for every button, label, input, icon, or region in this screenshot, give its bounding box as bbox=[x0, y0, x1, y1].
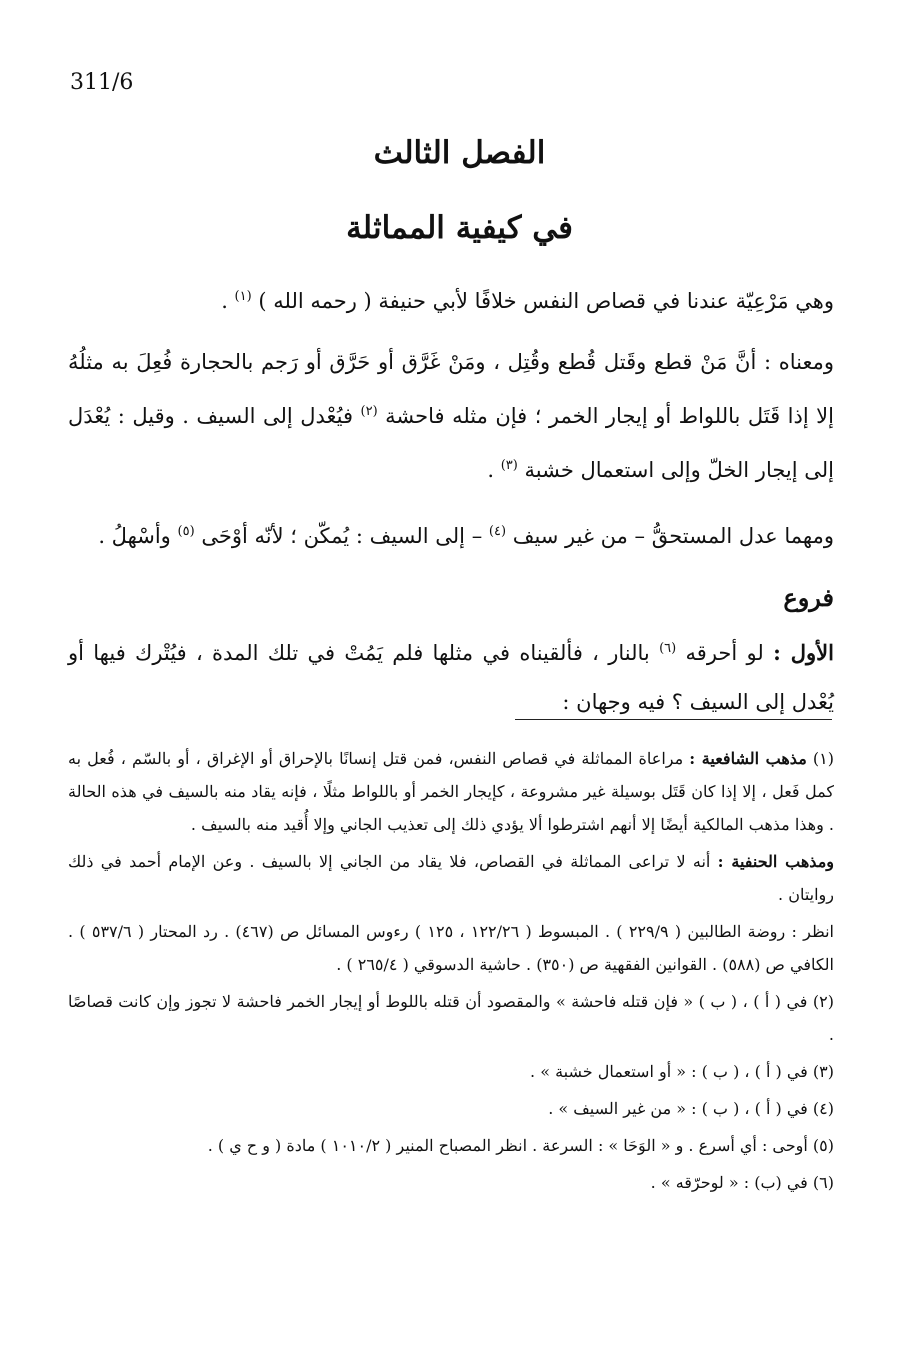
paragraph-2 bbox=[68, 338, 834, 495]
first-label: الأول : bbox=[773, 640, 834, 665]
paragraph-3-b: – إلى السيف : يُمكّن ؛ لأنّه أوْحَى bbox=[201, 524, 489, 548]
paragraph-2-end: . bbox=[487, 458, 501, 482]
footnote-6: (٦) في (ب) : « لوحرّقه » . bbox=[650, 1173, 834, 1192]
first-a: لو أحرقه bbox=[685, 641, 774, 665]
footnote-4: (٤) في ( أ ) ، ( ب ) : « من غير السيف » . bbox=[548, 1099, 834, 1118]
chapter-title: الفصل الثالث bbox=[373, 135, 546, 171]
page-number: 311/6 bbox=[70, 70, 134, 95]
footnote-1 bbox=[68, 742, 834, 841]
footnote-5: (٥) أوحى : أي أسرع . و « الوَحَا » : السرعة . انظر المصباح المنير ( ١٠١٠/٢ ) مادة ( و ح ي ) . bbox=[207, 1136, 834, 1155]
paragraph-2-text: ومعناه : أنَّ مَنْ قطع وقَتل قُطع وقُتِل ، ومَنْ غَرَّق أو حَرَّق أو رَجم بالحجارة فُعِلَ به مثلُهُ إلا إذا قَتَل باللواط أو إيجار الخمر ؛ فإن مثله فاحشة bbox=[68, 350, 834, 428]
footnote-ref-3: (٣) bbox=[500, 458, 518, 473]
footnote-ref-1: (١) bbox=[234, 289, 252, 304]
paragraph-1-text: وهي مَرْعِيّة عندنا في قصاص النفس خلافًا لأبي حنيفة ( رحمه الله ) bbox=[258, 289, 834, 313]
furu-heading-text: فروع bbox=[783, 583, 834, 612]
main-text bbox=[68, 272, 834, 727]
footnote-ref-4: (٤) bbox=[488, 524, 507, 539]
footnote-ref-2: (٢) bbox=[360, 404, 378, 419]
footnote-1-hanafi bbox=[68, 845, 834, 911]
footnote-2: (٢) في ( أ ) ، ( ب ) « فإن قتله فاحشة » والمقصود أن قتله باللوط أو إيجار الخمر فاحشة لا تجوز وإن كانت قصاصًا . bbox=[68, 992, 834, 1044]
footnote-3: (٣) في ( أ ) ، ( ب ) : « أو استعمال خشبة » . bbox=[530, 1062, 834, 1081]
footnote-1-hanafi-text: أنه لا تراعى المماثلة في القصاص، فلا يقاد من الجاني إلا بالسيف . وعن الإمام أحمد في ذلك روايتان . bbox=[68, 852, 834, 904]
footnote-1-hanafi-label: ومذهب الحنفية : bbox=[717, 852, 834, 871]
footnote-divider bbox=[515, 719, 832, 720]
footnotes bbox=[68, 742, 834, 1203]
paragraph-3-c: وأسْهلُ . bbox=[98, 524, 178, 548]
paragraph-3-a: ومهما عدل المستحقُّ – من غير سيف bbox=[512, 524, 834, 548]
footnote-1-num: (١) bbox=[812, 749, 834, 768]
paragraph-1 bbox=[68, 272, 834, 326]
footnote-1-label: مذهب الشافعية : bbox=[689, 749, 807, 768]
paragraph-3 bbox=[68, 507, 834, 561]
footnote-ref-6: (٦) bbox=[659, 641, 677, 656]
footnote-1-text: مراعاة المماثلة في قصاص النفس، فمن قتل إنسانًا بالإحراق أو الإغراق ، أو بالسّم ، فُعل به كمل فَعل ، إلا إذا كان قَتَل بوسيلة غير مشروعة ، كإيجار الخمر أو باللواط مثلًا ، فإنه يقاد منه بالسيف في هذه الحالة . وهذا مذهب المالكية أيضًا إلا أنهم اشترطوا ألا يؤدي ذلك إلى تعذيب الجاني وإلا أُقيد منه بالسيف . bbox=[68, 749, 834, 834]
paragraph-1-end: . bbox=[221, 289, 235, 313]
paragraph-2-mid: فيُعْدل إلى السيف . وقيل : يُعْدَل إلى إيجار الخلّ وإلى استعمال خشبة bbox=[68, 404, 834, 482]
chapter-subtitle: في كيفية المماثلة bbox=[346, 210, 573, 246]
footnote-ref-5: (٥) bbox=[177, 524, 195, 539]
footnote-1-refs: انظر : روضة الطالبين ( ٢٢٩/٩ ) . المبسوط ( ١٢٢/٢٦ ، ١٢٥ ) رءوس المسائل ص (٤٦٧) . رد المحتار ( ٥٣٧/٦ ) . الكافي ص (٥٨٨) . القوانين الفقهية ص (٣٥٠) . حاشية الدسوقي ( ٢٦٥/٤ ) . bbox=[68, 922, 835, 974]
paragraph-first bbox=[68, 624, 834, 727]
first-b: بالنار ، فألقيناه في مثلها فلم يَمُتْ في تلك المدة ، فيُتْرك فيها أو يُعْدل إلى السيف ؟ فيه وجهان : bbox=[68, 641, 834, 714]
furu-heading bbox=[68, 573, 834, 624]
